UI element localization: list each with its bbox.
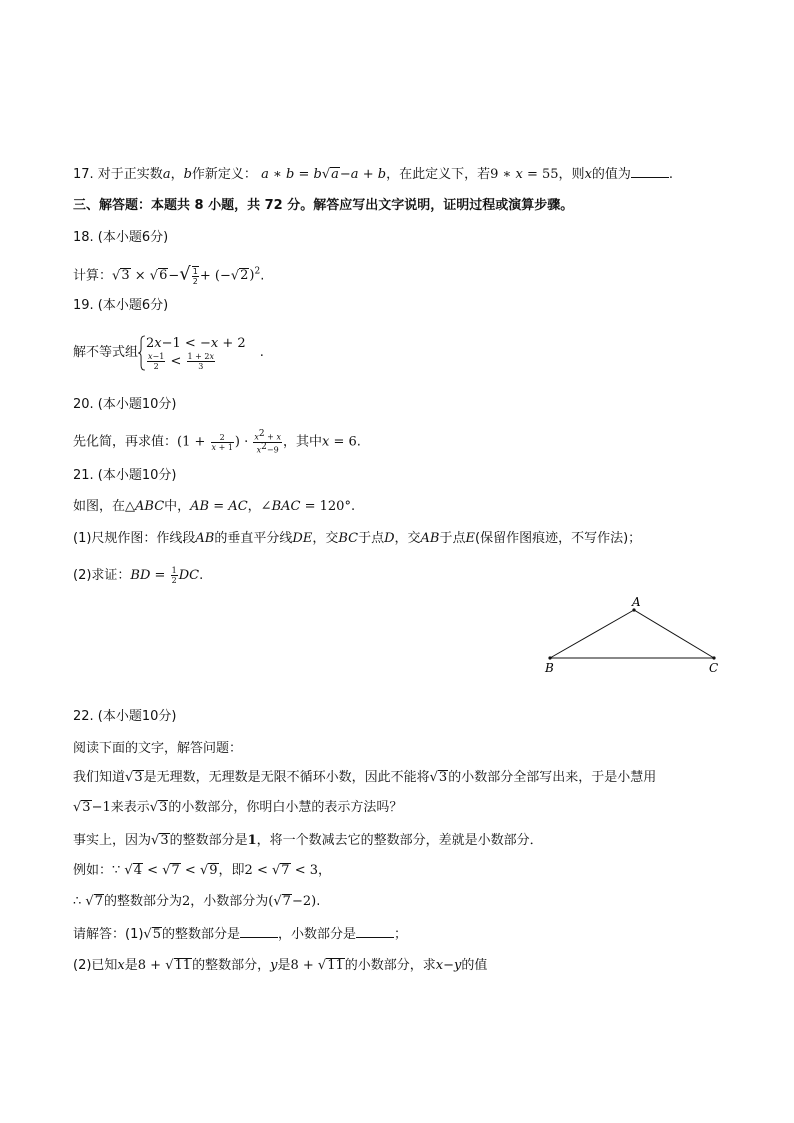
answer-blank [240,925,278,938]
q17-text: 17. 对于正实数 [73,167,163,182]
q19-body: 解不等式组 2x−1 < −x + 2 $\frac{x-1}{2}$ < $\frac{1 + 2x}{3}$ . [73,335,264,371]
q22-p1: 我们知道√3是无理数，无理数是无限不循环小数，因此不能将√3的小数部分全部写出来，于是小慧用 [73,770,657,785]
q22-p6: 请解答：(1)√5的整数部分是 ，小数部分是 ； [73,927,408,942]
vertex-c-label: C [709,661,719,675]
q22-p3: 事实上，因为√3的整数部分是1，将一个数减去它的整数部分，差就是小数部分． [73,833,543,848]
answer-blank [631,165,669,178]
q19-header: 19. (本小题6分) [73,298,169,313]
q21-line3: (2)求证：BD = $\frac{1}{2}$ DC. [73,566,204,585]
inequality-system: 2x−1 < −x + 2 $\frac{x-1}{2}$ < $\frac{1 + 2x}{3}$ [138,335,246,371]
answer-blank [356,925,394,938]
q22-p7: (2)已知x是8 + √11的整数部分，y是8 + √11的小数部分，求x−y的值 [73,958,488,973]
section-title: 三、解答题：本题共 8 小题，共 72 分。解答应写出文字说明，证明过程或演算步骤。 [73,198,574,213]
q22-header: 22. (本小题10分) [73,709,177,724]
vertex-b-label: B [545,661,554,675]
q18-body: 计算：√3 × √6−√ $\frac{1}{2}$ + $(-√2)^2$. [73,263,265,286]
q20-header: 20. (本小题10分) [73,397,177,412]
q18-header: 18. (本小题6分) [73,230,169,245]
q17-line: 17. 对于正实数a，b作新定义： a ∗ b = b√a−a + b，在此定义下，若9 ∗ x = 55，则x的值为 . [73,167,674,182]
q22-p4: 例如：∵ √4 < √7 < √9，即2 < √7 < 3， [73,863,332,878]
q21-header: 21. (本小题10分) [73,468,177,483]
triangle-figure [538,594,728,678]
q21-line1: 如图，在△ABC中，AB = AC，∠BAC = 120°. [73,499,356,514]
q22-intro: 阅读下面的文字，解答问题： [73,741,243,756]
q22-p2: √3−1来表示√3的小数部分，你明白小慧的表示方法吗？ [73,800,403,815]
q21-line2: (1)尺规作图：作线段AB的垂直平分线DE，交BC于点D，交AB于点E(保留作图痕迹，不写作法)； [73,531,642,546]
vertex-a-label: A [632,595,641,609]
q20-body: 先化简，再求值：(1 + $\frac{2}{x + 1}$ ) · $\frac{x^2 + x}{x^2-9}$ ，其中x = 6. [73,429,361,455]
q22-p5: ∴ √7的整数部分为2，小数部分为(√7−2). [73,894,321,909]
